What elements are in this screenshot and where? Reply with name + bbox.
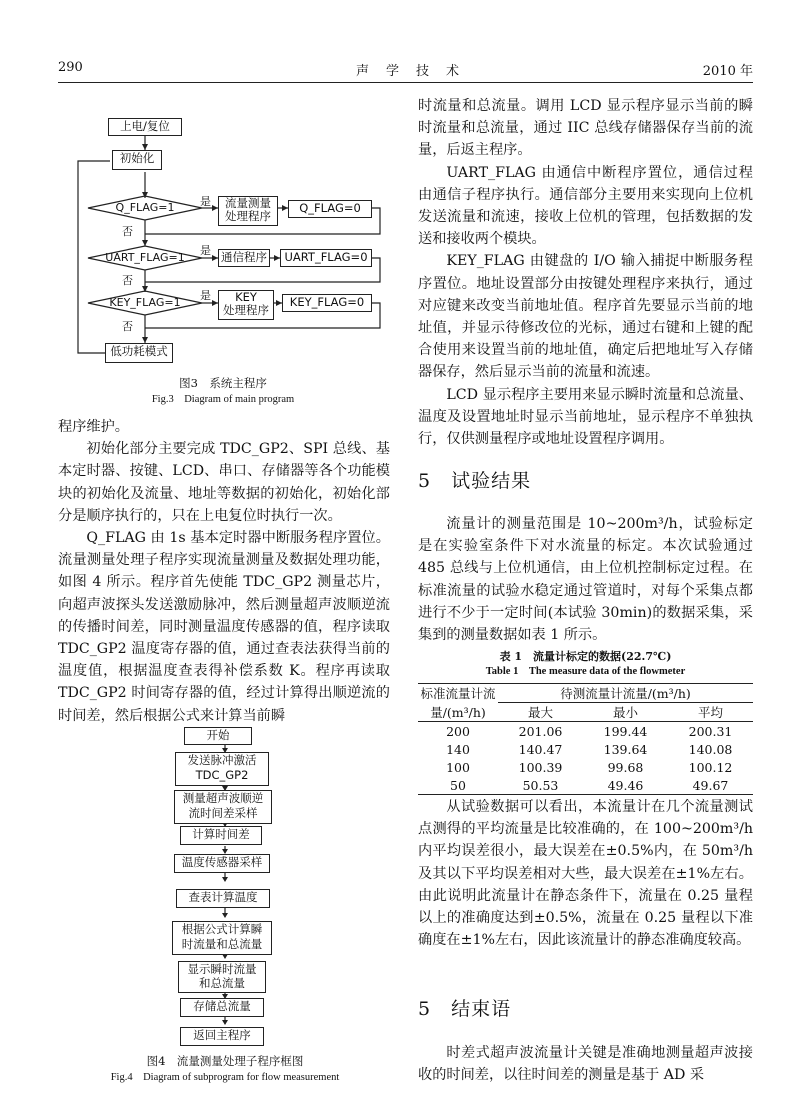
key-proc-line1: KEY xyxy=(235,290,257,304)
q-flag-clear-node: Q_FLAG=0 xyxy=(288,200,372,218)
page-number: 290 xyxy=(58,60,83,75)
left-paragraph-2: 初始化部分主要完成 TDC_GP2、SPI 总线、基本定时器、按键、LCD、串口、存储器等各个功能模块的初始化及流量、地址等数据的初始化，初始化部分是顺序执行的，只在上电复位时执行一次。 xyxy=(58,441,390,524)
flow-measure-proc-node xyxy=(218,196,278,226)
table-cell: 201.06 xyxy=(518,723,563,739)
fig4-calc-time-diff-node: 计算时间差 xyxy=(180,826,262,845)
table-col-min: 最小 xyxy=(612,705,638,720)
table-cell: 100 xyxy=(446,759,470,775)
flow-proc-line1: 流量测量 xyxy=(225,196,271,210)
fig4-calc-flow-node: 根据公式计算瞬 时流量和总流量 xyxy=(172,921,272,955)
table-header-left-1: 标准流量计流 xyxy=(420,686,496,702)
right-paragraph-3: KEY_FLAG 由键盘的 I/O 输入捕捉中断服务程序置位。地址设置部分由按键处理程序来执行，通过对应键来改变当前地址值。程序首先要显示当前的地址值，并显示待修改位的光标，通过右键和上键的配合使用来设置当前的地址值，确定后把地址写入存储器保存，然后显示当前的流量和流速。 xyxy=(418,253,753,381)
table-cell: 100.39 xyxy=(518,759,563,775)
uart-flag-clear-node: UART_FLAG=0 xyxy=(280,249,372,267)
figure-4-caption-cn: 图4 流量测量处理子程序框图 xyxy=(146,1054,304,1068)
key-flag-clear-node: KEY_FLAG=0 xyxy=(282,294,372,312)
table-header-left-2: 量/(m³/h) xyxy=(430,704,486,720)
table-cell: 200.31 xyxy=(688,723,733,739)
table-cell: 200 xyxy=(446,723,470,739)
figure-3-caption-cn: 图3 系统主程序 xyxy=(179,376,267,390)
table-cell: 99.68 xyxy=(607,759,644,775)
right-text-analysis xyxy=(418,796,753,951)
comm-proc-node: 通信程序 xyxy=(218,249,270,267)
table-header-right: 待测流量计流量/(m³/h) xyxy=(498,684,753,703)
key-proc-line2: 处理程序 xyxy=(223,303,269,317)
table-row xyxy=(418,758,753,776)
fig4-store-flow-node: 存储总流量 xyxy=(180,998,264,1017)
uart-flag-decision: UART_FLAG=1 xyxy=(105,251,185,264)
left-paragraph-3: Q_FLAG 由 1s 基本定时器中断服务程序置位。流量测量处理子程序实现流量测量及数据处理功能，如图 4 所示。程序首先使能 TDC_GP2 测量芯片，向超声波探头发送激励脉冲，然后测量超声波顺逆流的传播时间差，同时测量温度传感器的值，程序读取 TDC_GP2 温度寄存器的值，通过查表法获得当前的温度值，根据温度查表得补偿系数 K。程序再读取 TDC_GP2 时间寄存器的值，经过计算得出顺逆流的时间差，然后根据公式来计算当前瞬 xyxy=(58,530,390,724)
right-paragraph-1: 时流量和总流量。调用 LCD 显示程序显示当前的瞬时流量和总流量，通过 IIC 总线存储器保存当前的流量，后返主程序。 xyxy=(418,98,753,159)
table-cell: 140.08 xyxy=(688,741,733,757)
table-cell: 139.64 xyxy=(603,741,648,757)
table-1-caption-cn: 表 1 流量计标定的数据(22.7℃) xyxy=(499,650,672,663)
fig4-table-temp-node: 查表计算温度 xyxy=(176,889,270,908)
table-1 xyxy=(418,683,753,795)
figure-3-caption-en: Fig.3 Diagram of main program xyxy=(151,394,295,405)
table-col-avg: 平均 xyxy=(697,705,723,720)
header-year: 2010 年 xyxy=(702,64,753,79)
q-flag-decision: Q_FLAG=1 xyxy=(115,201,175,214)
table-row xyxy=(418,722,753,741)
key-proc-node xyxy=(218,290,274,320)
figure-3-flowchart xyxy=(60,110,390,372)
right-text-conclusion xyxy=(418,1042,753,1086)
left-text-column xyxy=(58,416,390,727)
table-cell: 140 xyxy=(446,741,470,757)
fig4-start-node: 开始 xyxy=(184,727,252,745)
no-label-3: 否 xyxy=(122,320,133,333)
table-cell: 50 xyxy=(450,777,466,793)
key-flag-decision: KEY_FLAG=1 xyxy=(109,296,181,309)
table-cell: 49.67 xyxy=(692,777,729,793)
table-cell: 50.53 xyxy=(522,777,559,793)
no-label-1: 否 xyxy=(122,225,133,238)
header-rule xyxy=(58,82,753,83)
right-text-results xyxy=(418,513,753,646)
left-paragraph-1: 程序维护。 xyxy=(58,419,129,435)
fig4-send-pulse-node: 发送脉冲激活 TDC_GP2 xyxy=(175,752,269,786)
section-5-heading: 5 试验结果 xyxy=(418,470,532,492)
fig4-return-node: 返回主程序 xyxy=(180,1027,264,1046)
table-col-max: 最大 xyxy=(527,705,553,720)
table-cell: 49.46 xyxy=(607,777,644,793)
table-row xyxy=(418,740,753,758)
conclusion-heading: 5 结束语 xyxy=(418,998,512,1020)
right-paragraph-4: LCD 显示程序主要用来显示瞬时流量和总流量、温度及设置地址时显示当前地址，显示程序不单独执行，仅供测量程序或地址设置程序调用。 xyxy=(418,386,753,448)
figure-4-caption-en: Fig.4 Diagram of subprogram for flow measurement xyxy=(110,1072,340,1083)
yes-label-3: 是 xyxy=(200,289,211,302)
fig4-time-diff-sample-node: 测量超声波顺逆 流时间差采样 xyxy=(174,790,272,824)
right-paragraph-6: 从试验数据可以看出，本流量计在几个流量测试点测得的平均流量是比较准确的，在 100~200m³/h 内平均误差很小，最大误差在±0.5%内，在 50m³/h 及其以下平均误差相对大些，最大误差在±1%左右。由此说明此流量计在静态条件下，流量在 0.25 量程以上的准确度达到±0.5%，流量在 0.25 量程以下准确度在±1%左右，因此该流量计的静态准确度较高。 xyxy=(418,799,753,949)
right-paragraph-2: UART_FLAG 由通信中断程序置位，通信过程由通信子程序执行。通信部分主要用来实现向上位机发送流量和流速，接收上位机的管理，包括数据的发送和接收两个模块。 xyxy=(418,164,753,248)
fig4-display-flow-node: 显示瞬时流量 和总流量 xyxy=(178,961,266,993)
no-label-2: 否 xyxy=(122,274,133,287)
init-node: 初始化 xyxy=(112,150,162,170)
table-cell: 140.47 xyxy=(518,741,563,757)
table-row xyxy=(418,776,753,795)
journal-name: 声 学 技 术 xyxy=(356,64,462,79)
right-paragraph-5: 流量计的测量范围是 10~200m³/h，试验标定是在实验室条件下对水流量的标定。本次试验通过 485 总线与上位机通信，由上位机控制标定过程。在标准流量的试验水稳定通过管道时，对每个采集点都进行不少于一定时间(本试验 30min)的数据采集，采集到的测量数据如表 1 所示。 xyxy=(418,516,753,644)
table-cell: 199.44 xyxy=(603,723,648,739)
low-power-node: 低功耗模式 xyxy=(105,343,173,363)
yes-label-2: 是 xyxy=(200,244,211,257)
flow-proc-line2: 处理程序 xyxy=(225,209,271,223)
power-reset-node: 上电/复位 xyxy=(108,118,182,136)
yes-label-1: 是 xyxy=(200,195,211,208)
right-paragraph-7: 时差式超声波流量计关键是准确地测量超声波接收的时间差，以往时间差的测量是基于 AD 采 xyxy=(418,1045,753,1084)
right-text-top xyxy=(418,95,753,450)
table-1-caption-en: Table 1 The measure data of the flowmeter xyxy=(485,666,686,677)
table-cell: 100.12 xyxy=(688,759,733,775)
fig4-temp-sample-node: 温度传感器采样 xyxy=(174,854,270,873)
